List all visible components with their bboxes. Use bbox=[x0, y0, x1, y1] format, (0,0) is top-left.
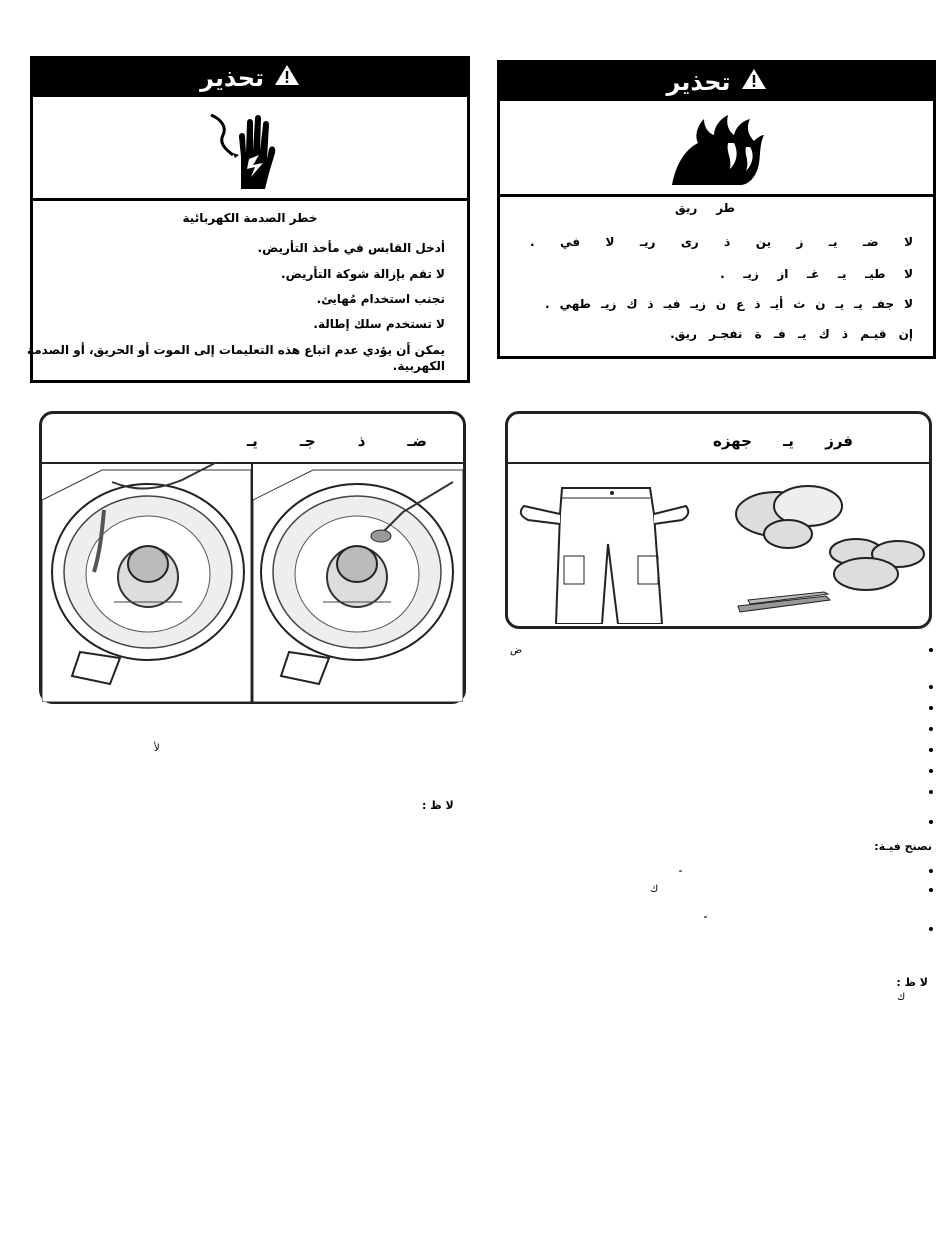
fire-warning-heading: تحذير bbox=[666, 68, 731, 96]
electric-line-5: يمكن أن يؤدي عدم اتباع هذه التعليمات إلى الموت أو الحريق، أو الصدمة bbox=[26, 343, 445, 357]
warning-triangle-icon bbox=[274, 64, 300, 92]
electric-warning-text bbox=[26, 201, 467, 380]
fire-line-1: لا ضـ يـ ز ين ذ رى ريـ لا في . bbox=[530, 235, 913, 249]
fire-warning-title: طر ريق bbox=[675, 201, 735, 215]
text-fragment-k2: ك bbox=[897, 992, 906, 1003]
washer-illustrations bbox=[42, 462, 463, 701]
tips-label: نصنح فيـة: bbox=[874, 840, 932, 853]
coins-buttons-pins-image bbox=[728, 484, 928, 619]
electric-warning-header bbox=[33, 59, 467, 97]
electric-shock-hand-icon bbox=[203, 109, 283, 193]
bullet-11 bbox=[929, 927, 933, 931]
warning-triangle-icon bbox=[741, 68, 767, 96]
bullet-10 bbox=[929, 888, 933, 892]
fire-line-2: لا طيـ يـ غـ از زيـ . bbox=[720, 267, 913, 281]
electric-warning-box bbox=[26, 56, 470, 383]
sort-prepare-title: فرز يـ جهزه bbox=[508, 414, 929, 464]
load-washer-title: ضـ ذ جـ يـ bbox=[42, 414, 463, 464]
bullet-5 bbox=[929, 748, 933, 752]
washer-tub-right-image bbox=[253, 462, 463, 702]
sort-prepare-panel bbox=[505, 411, 932, 629]
bullet-2 bbox=[929, 685, 933, 689]
bullet-7 bbox=[929, 790, 933, 794]
text-fragment: ض bbox=[510, 645, 523, 656]
text-fragment-la: لأ bbox=[154, 743, 160, 754]
fire-line-4: إن قيـم ذ ك يـ فـ ة نفجـر ريق. bbox=[670, 327, 913, 341]
electric-warning-heading: تحذير bbox=[199, 64, 265, 92]
bullet-9 bbox=[929, 869, 933, 873]
electric-line-3: تجنب استخدام مُهايئ. bbox=[316, 292, 445, 306]
fire-warning-text bbox=[500, 197, 933, 356]
electric-warning-title: خطر الصدمة الكهربائية bbox=[182, 211, 318, 225]
electric-line-6: الكهربية. bbox=[392, 359, 445, 373]
bullet-8 bbox=[929, 820, 933, 824]
bullet-1 bbox=[929, 648, 933, 652]
bullet-4 bbox=[929, 727, 933, 731]
note-label-left: لا ظ : bbox=[422, 799, 454, 812]
text-fragment-k: ك bbox=[650, 884, 659, 895]
electric-line-1: أدخل القابس في مأخذ التأريض. bbox=[257, 241, 445, 255]
pants-empty-pockets-image bbox=[514, 484, 694, 624]
load-washer-panel bbox=[39, 411, 466, 704]
fire-icon-area bbox=[500, 101, 933, 197]
bullet-3 bbox=[929, 706, 933, 710]
fire-flame-icon bbox=[668, 113, 766, 189]
bullet-6 bbox=[929, 769, 933, 773]
fire-warning-box bbox=[497, 60, 936, 359]
fire-warning-header bbox=[500, 63, 933, 101]
note-label-right: لا ظ : bbox=[896, 976, 928, 989]
washer-tub-left-image bbox=[42, 462, 251, 702]
electric-line-4: لا تستخدم سلك إطالة. bbox=[313, 317, 445, 331]
electric-icon-area bbox=[33, 97, 467, 201]
electric-line-2: لا تقم بإزالة شوكة التأريض. bbox=[281, 267, 445, 281]
fire-line-3: لا جفـ يـ يـ ن ث أيـ ذ ع ن زيـ فيـ ذ ك زيـ طهي . bbox=[545, 297, 913, 311]
